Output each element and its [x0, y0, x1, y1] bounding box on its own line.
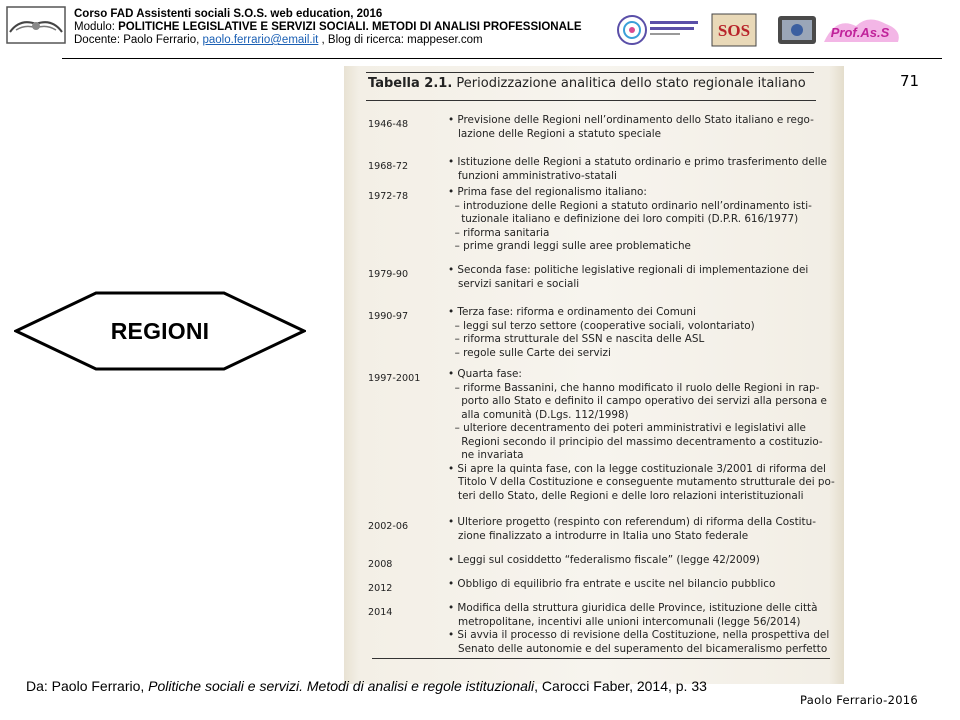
table-top-rule: [366, 72, 814, 73]
entry-line: funzioni amministrativo-statali: [458, 169, 617, 182]
row-entry: [448, 578, 775, 592]
row-year: 2014: [368, 607, 393, 618]
table-header-rule: [366, 100, 816, 101]
sos-logo-text: SOS: [717, 21, 751, 40]
entry-line: lazione delle Regioni a statuto speciale: [458, 127, 662, 140]
entry-line: • Obbligo di equilibrio fra entrate e uscite nel bilancio pubblico: [448, 578, 776, 590]
entry-line: porto allo Stato e definito il campo operativo dei servizi alla persona e: [448, 395, 827, 407]
entry-line: – riforme Bassanini, che hanno modificato il ruolo delle Regioni in rap-: [448, 381, 820, 394]
row-entry: [448, 264, 808, 291]
entry-line: • Prima fase del regionalismo italiano:: [448, 186, 647, 198]
row-year: 1997-2001: [368, 373, 421, 384]
row-entry: [448, 114, 814, 141]
row-year: 1968-72: [368, 161, 409, 172]
entry-line: – leggi sul terzo settore (cooperative sociali, volontariato): [448, 319, 755, 332]
row-year: 2002-06: [368, 521, 409, 532]
entry-line: • Leggi sul cosiddetto “federalismo fiscale” (legge 42/2009): [448, 554, 760, 566]
scanned-table: [344, 66, 844, 684]
table-label: Tabella 2.1.: [368, 76, 453, 91]
sos-logo-icon: [712, 14, 756, 46]
row-entry: [448, 156, 827, 183]
footer-author: Paolo Ferrario-2016: [800, 693, 919, 707]
partner-logos: [616, 12, 906, 48]
header-rule: [62, 58, 942, 59]
row-year: 1979-90: [368, 269, 409, 280]
row-entry: [448, 306, 755, 360]
page-number: 71: [900, 72, 920, 90]
entry-line: – regole sulle Carte dei servizi: [448, 346, 611, 359]
entry-line: ne invariata: [448, 449, 524, 461]
header-text: [74, 8, 582, 47]
entry-line: • Ulteriore progetto (respinto con referendum) di riforma della Costitu-: [448, 516, 816, 528]
entry-line: zione finalizzato a introdurre in Italia uno Stato federale: [458, 529, 749, 542]
entry-line: – riforma sanitaria: [448, 226, 550, 239]
row-entry: [448, 516, 816, 543]
blog-suffix: , Blog di ricerca: mappeser.com: [318, 34, 483, 46]
handshake-logo-icon: [6, 6, 66, 44]
course-title: Corso FAD Assistenti sociali S.O.S. web education, 2016: [74, 8, 383, 20]
entry-line: – ulteriore decentramento dei poteri amministrativi e legislativi alle: [448, 422, 806, 434]
row-entry: [448, 602, 829, 656]
source-prefix: Da: Paolo Ferrario,: [26, 678, 149, 694]
row-year: 2012: [368, 583, 393, 594]
row-entry: [448, 368, 835, 503]
entry-line: alla comunità (D.Lgs. 112/1998): [448, 408, 629, 421]
entry-line: • Previsione delle Regioni nell’ordinamento dello Stato italiano e rego-: [448, 114, 814, 126]
entry-line: teri dello Stato, delle Regioni e delle loro relazioni interistituzionali: [458, 489, 804, 502]
table-title: [368, 76, 806, 91]
teacher-email-link[interactable]: paolo.ferrario@email.it: [202, 34, 319, 46]
row-entry: [448, 554, 760, 568]
entry-line: Regioni secondo il principio del massimo decentramento a costituzio-: [448, 435, 823, 448]
entry-line: metropolitane, incentivi alle unioni intercomunali (legge 56/2014): [458, 615, 801, 628]
row-year: 2008: [368, 559, 393, 570]
book-logo-icon: [778, 16, 816, 44]
entry-line: tuzionale italiano e definizione dei loro compiti (D.P.R. 616/1977): [448, 213, 799, 225]
studio-logo-icon: [618, 16, 698, 44]
entry-line: • Istituzione delle Regioni a statuto ordinario e primo trasferimento delle: [448, 156, 827, 168]
row-year: 1972-78: [368, 191, 409, 202]
module-name: POLITICHE LEGISLATIVE E SERVIZI SOCIALI. METODI DI ANALISI PROFESSIONALE: [118, 21, 582, 33]
module-prefix: Modulo:: [74, 21, 119, 33]
entry-line: • Quarta fase:: [448, 368, 522, 380]
entry-line: • Terza fase: riforma e ordinamento dei Comuni: [448, 306, 696, 318]
entry-line: Titolo V della Costituzione e conseguente mutamento strutturale dei po-: [458, 476, 835, 488]
entry-line: • Modifica della struttura giuridica delle Province, istituzione delle città: [448, 602, 818, 614]
source-book: Politiche sociali e servizi. Metodi di analisi e regole istituzionali: [148, 678, 535, 694]
teacher-prefix: Docente: Paolo Ferrario,: [74, 34, 203, 46]
entry-line: – prime grandi leggi sulle aree problematiche: [448, 240, 691, 252]
diamond-label: REGIONI: [110, 317, 210, 344]
entry-line: servizi sanitari e sociali: [458, 277, 580, 290]
entry-line: – introduzione delle Regioni a statuto ordinario nell’ordinamento isti-: [448, 199, 812, 212]
profass-logo-text: Prof.As.S: [830, 25, 890, 40]
row-year: 1946-48: [368, 119, 409, 130]
entry-line: • Si apre la quinta fase, con la legge costituzionale 3/2001 di riforma del: [448, 462, 826, 475]
entry-line: Senato delle autonomie e del superamento del bicameralismo perfetto: [458, 642, 828, 655]
table-bottom-rule: [372, 658, 830, 659]
entry-line: – riforma strutturale del SSN e nascita delle ASL: [448, 333, 705, 345]
table-heading: Periodizzazione analitica dello stato regionale italiano: [456, 76, 806, 91]
source-suffix: , Carocci Faber, 2014, p. 33: [534, 678, 707, 694]
entry-line: • Seconda fase: politiche legislative regionali di implementazione dei: [448, 264, 809, 276]
row-entry: [448, 186, 812, 254]
profass-logo-icon: [824, 19, 899, 42]
row-year: 1990-97: [368, 311, 409, 322]
entry-line: • Si avvia il processo di revisione della Costituzione, nella prospettiva del: [448, 629, 830, 641]
source-citation: [26, 678, 707, 694]
